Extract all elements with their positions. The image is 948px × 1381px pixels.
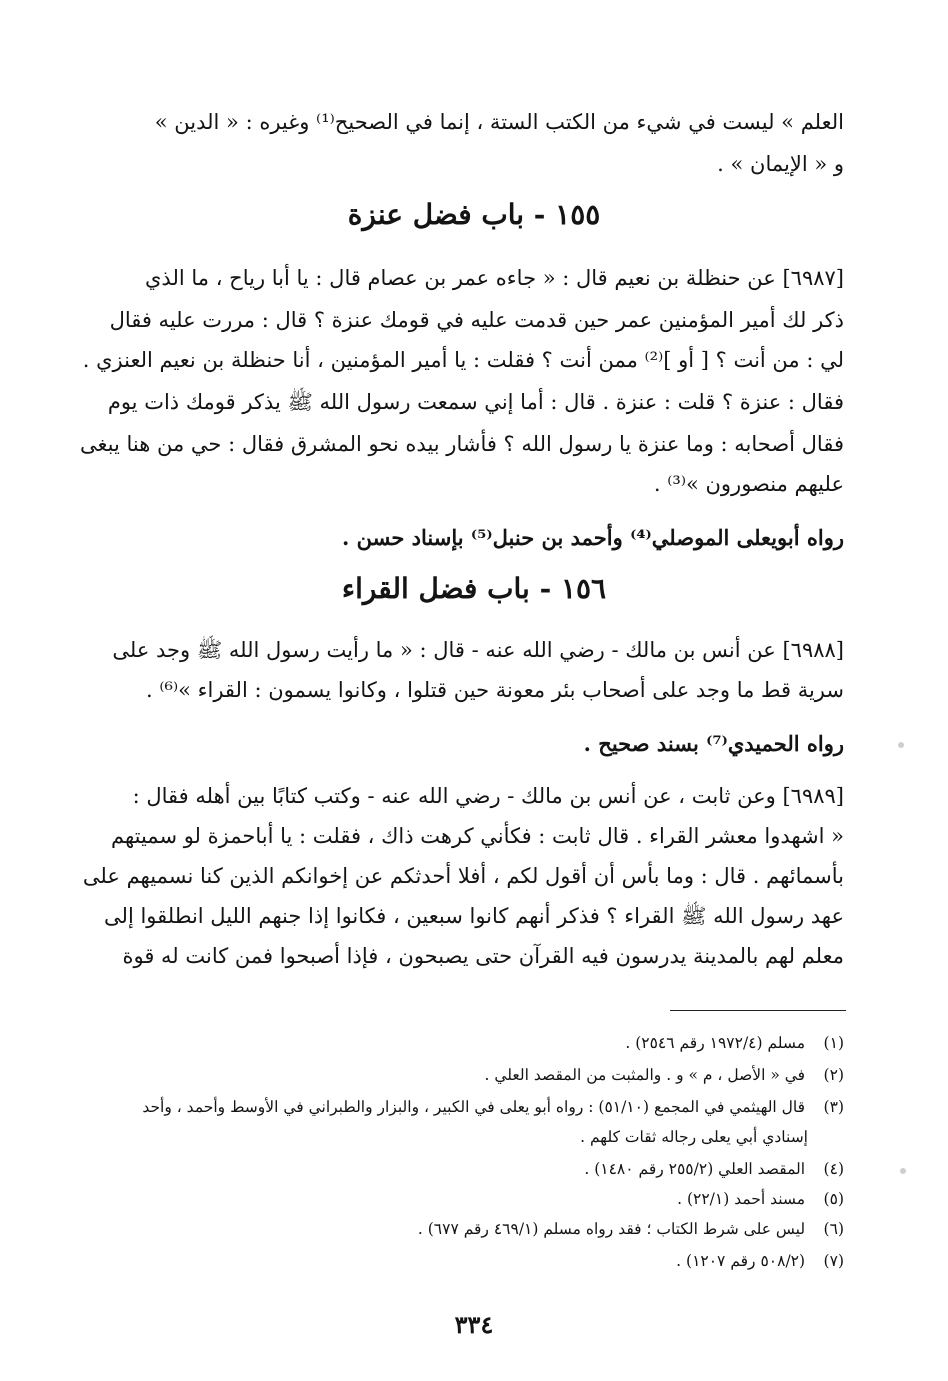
scan-speck xyxy=(900,1168,906,1174)
hadith-6988-attribution: رواه الحميدي⁽⁷⁾ بسند صحيح . xyxy=(583,731,844,756)
page-number: ٣٣٤ xyxy=(454,1310,494,1339)
hadith-6988-line-2: سرية قط ما وجد على أصحاب بئر معونة حين قتلوا ، وكانوا يسمون : القراء »⁽⁶⁾ . xyxy=(146,678,844,702)
footnote-text: ليس على شرط الكتاب ؛ فقد رواه مسلم (٤٦٩/١ رقم ٦٧٧) . xyxy=(417,1220,806,1238)
footnote-1 xyxy=(70,1028,844,1058)
footnote-number: (٥) xyxy=(823,1190,844,1208)
intro-line-1: العلم » ليست في شيء من الكتب الستة ، إنما في الصحيح⁽¹⁾ وغيره : « الدين » xyxy=(154,110,844,134)
footnote-number: (٣) xyxy=(823,1098,844,1116)
hadith-6987-line-1: [٦٩٨٧] عن حنظلة بن نعيم قال : « جاءه عمر بن عصام قال : يا أبا رياح ، ما الذي xyxy=(145,266,844,290)
footnote-text: في « الأصل ، م » و . والمثبت من المقصد العلي . xyxy=(484,1066,806,1084)
footnote-number: (٢) xyxy=(823,1066,844,1084)
hadith-6989-line-1: [٦٩٨٩] وعن ثابت ، عن أنس بن مالك - رضي الله عنه - وكتب كتابًا بين أهله فقال : xyxy=(132,784,844,808)
hadith-6987-line-5: فقال أصحابه : وما عنزة يا رسول الله ؟ فأشار بيده نحو المشرق فقال : حي من هنا يبغى xyxy=(80,432,844,456)
hadith-6988-line-1: [٦٩٨٨] عن أنس بن مالك - رضي الله عنه - قال : « ما رأيت رسول الله ﷺ وجد على xyxy=(112,638,844,662)
footnote-3 xyxy=(70,1092,844,1122)
section-156-heading: ١٥٦ - باب فضل القراء xyxy=(341,572,607,605)
footnote-3-continuation: إسنادي أبي يعلى رجاله ثقات كلهم . xyxy=(580,1128,808,1146)
hadith-6987-line-6: عليهم منصورون »⁽³⁾ . xyxy=(653,472,844,496)
footnote-separator xyxy=(670,1010,846,1011)
scan-speck xyxy=(898,742,904,748)
footnote-7 xyxy=(70,1246,844,1276)
footnote-text: قال الهيثمي في المجمع (٥١/١٠) : رواه أبو يعلى في الكبير ، والبزار والطبراني في الأوسط وأحمد ، وأحد xyxy=(142,1098,806,1116)
section-155-heading: ١٥٥ - باب فضل عنزة xyxy=(347,198,601,231)
footnote-5 xyxy=(70,1184,844,1214)
footnote-2 xyxy=(70,1060,844,1090)
footnote-text: المقصد العلي (٢٥٥/٢ رقم ١٤٨٠) . xyxy=(584,1160,806,1178)
hadith-6987-line-4: فقال : عنزة ؟ قلت : عنزة . قال : أما إني سمعت رسول الله ﷺ يذكر قومك ذات يوم xyxy=(107,390,844,414)
footnote-number: (٦) xyxy=(823,1220,844,1238)
hadith-6989-line-3: بأسمائهم . قال : وما بأس أن أقول لكم ، أفلا أحدثكم عن إخوانكم الذين كنا نسميهم على xyxy=(82,864,844,888)
hadith-6987-line-2: ذكر لك أمير المؤمنين عمر حين قدمت عليه في قومك عنزة ؟ قال : مررت عليه فقال xyxy=(109,308,844,332)
footnote-text: مسند أحمد (٢٢/١) . xyxy=(677,1190,806,1208)
intro-line-2: و « الإيمان » . xyxy=(717,152,844,176)
footnote-text: (٥٠٨/٢ رقم ١٢٠٧) . xyxy=(676,1252,806,1270)
footnote-number: (٤) xyxy=(823,1160,844,1178)
footnote-text: مسلم (١٩٧٢/٤ رقم ٢٥٤٦) . xyxy=(625,1034,806,1052)
footnote-6 xyxy=(70,1214,844,1244)
footnote-4 xyxy=(70,1154,844,1184)
hadith-6987-attribution: رواه أبويعلى الموصلي⁽⁴⁾ وأحمد بن حنبل⁽⁵⁾ بإسناد حسن . xyxy=(342,525,844,550)
hadith-6987-line-3: لي : من أنت ؟ [ أو ]⁽²⁾ ممن أنت ؟ فقلت : يا أمير المؤمنين ، أنا حنظلة بن نعيم العنزي . xyxy=(82,348,844,372)
footnote-number: (٧) xyxy=(823,1252,844,1270)
hadith-6989-line-4: عهد رسول الله ﷺ القراء ؟ فذكر أنهم كانوا سبعين ، فكانوا إذا جنهم الليل انطلقوا إلى xyxy=(104,904,844,928)
hadith-6989-line-5: معلم لهم بالمدينة يدرسون فيه القرآن حتى يصبحون ، فإذا أصبحوا فمن كانت له قوة xyxy=(122,944,844,968)
footnote-number: (١) xyxy=(823,1034,844,1052)
hadith-6989-line-2: « اشهدوا معشر القراء . قال ثابت : فكأني كرهت ذاك ، فقلت : يا أباحمزة لو سميتهم xyxy=(110,824,844,848)
